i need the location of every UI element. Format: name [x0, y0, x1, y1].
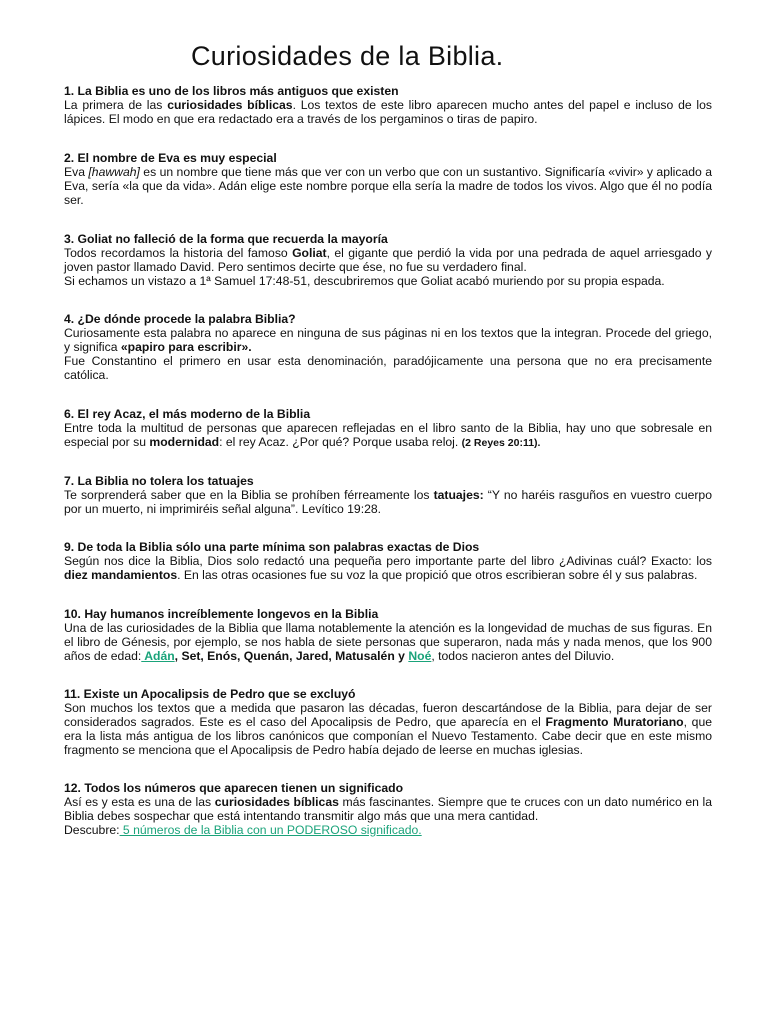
text-run: más fascinantes. Siempre que te cruces con un dato numérico en la Biblia debes sospechar que está intentando transmitir algo más que una mera cantidad. [64, 795, 712, 823]
section-paragraph [64, 98, 712, 126]
text-run: Te sorprenderá saber que en la Biblia se prohíben férreamente los [64, 488, 434, 502]
section-paragraph [64, 795, 712, 823]
adan-link[interactable]: Adán [141, 649, 175, 663]
section-heading: 2. El nombre de Eva es muy especial [64, 151, 277, 165]
bold-text: Goliat [292, 246, 327, 260]
bold-text: Fragmento Muratoriano [545, 715, 684, 729]
text-run: . Los textos de este libro aparecen mucho antes del papel e incluso de los lápices. El modo en que era redactado era a través de los pergaminos o tiras de papiro. [64, 98, 713, 126]
text-run: , el gigante que perdió la vida por una pedrada de aquel arriesgado y joven pastor llamado David. Pero sentimos decirte que ése, no fue su verdadero final. [64, 246, 712, 274]
section-4 [64, 312, 712, 382]
section-paragraph [64, 701, 712, 757]
section-2 [64, 151, 712, 207]
section-heading: 4. ¿De dónde procede la palabra Biblia? [64, 312, 296, 326]
section-10 [64, 607, 712, 663]
section-paragraph [64, 554, 712, 582]
section-3 [64, 232, 712, 288]
bold-text: curiosidades bíblicas [167, 98, 293, 112]
section-1 [64, 84, 712, 126]
text-run: . En las otras ocasiones fue su voz la que propició que otros escribieran sobre él y sus palabras. [177, 568, 698, 582]
section-paragraph [64, 246, 712, 274]
document-body [64, 84, 712, 837]
bold-text: modernidad [149, 435, 220, 449]
section-heading: 11. Existe un Apocalipsis de Pedro que se excluyó [64, 687, 356, 701]
text-run: , que era la lista más antigua de los libros canónicos que componían el Nuevo Testamento. Cabe decir que en este mismo fragmento se menciona que el Apocalipsis de Pedro había dejado de leerse en muchas iglesias. [64, 715, 713, 757]
bold-text: curiosidades bíblicas [214, 795, 339, 809]
text-run: , todos nacieron antes del Diluvio. [431, 649, 615, 663]
text-run: es un nombre que tiene más que ver con un verbo que con un sustantivo. Significaría «vivir» y aplicado a Eva, sería «la que da vida». Adán elige este nombre porque ella sería la madre de todos los vivos. Algo que él no podía ser. [64, 165, 712, 207]
italic-text: [hawwah] [88, 165, 140, 179]
section-6 [64, 407, 712, 450]
text-run: Todos recordamos la historia del famoso [64, 246, 293, 260]
page-title: Curiosidades de la Biblia. [191, 41, 504, 71]
section-paragraph [64, 823, 712, 837]
text-run: “Y no haréis rasguños en vuestro cuerpo por un muerto, ni imprimiréis señal alguna”. Levítico 19:28. [64, 488, 712, 516]
section-heading: 3. Goliat no falleció de la forma que recuerda la mayoría [64, 232, 388, 246]
text-run: Curiosamente esta palabra no aparece en ninguna de sus páginas ni en los textos que la integran. Procede del griego, y significa [64, 326, 712, 354]
section-paragraph [64, 621, 712, 663]
numeros-significado-link[interactable]: 5 números de la Biblia con un PODEROSO significado. [119, 823, 422, 837]
bible-reference: (2 Reyes 20:11). [461, 437, 541, 449]
section-11 [64, 687, 712, 757]
section-paragraph [64, 326, 712, 354]
text-run: Así es y esta es una de las [64, 795, 215, 809]
section-9 [64, 540, 712, 582]
section-heading: 7. La Biblia no tolera los tatuajes [64, 474, 254, 488]
text-run: Son muchos los textos que a medida que pasaron las décadas, fueron descartándose de la Biblia, para dejar de ser considerados sagrados. Este es el caso del Apocalipsis de Pedro, que aparecía en el [64, 701, 712, 729]
text-run: Descubre: [64, 823, 120, 837]
noe-link[interactable]: Noé [408, 649, 432, 663]
text-run: Una de las curiosidades de la Biblia que llama notablemente la atención es la longevidad de muchas de sus figuras. En el libro de Génesis, por ejemplo, se nos habla de siete personas que superaron, nada más y nada menos, que los 900 años de edad: [64, 621, 712, 663]
text-run: Eva [64, 165, 89, 179]
section-heading: 1. La Biblia es uno de los libros más antiguos que existen [64, 84, 399, 98]
text-run: Entre toda la multitud de personas que aparecen reflejadas en el libro santo de la Biblia, hay uno que sobresale en especial por su [64, 421, 712, 449]
section-paragraph: Fue Constantino el primero en usar esta denominación, paradójicamente una persona que no era precisamente católica. [64, 354, 712, 382]
section-12 [64, 781, 712, 837]
section-heading: 10. Hay humanos increíblemente longevos en la Biblia [64, 607, 379, 621]
section-paragraph: Si echamos un vistazo a 1ª Samuel 17:48-51, descubriremos que Goliat acabó muriendo por su propia espada. [64, 274, 665, 288]
bold-text: «papiro para escribir». [120, 340, 252, 354]
section-paragraph [64, 421, 712, 450]
bold-text: , Set, Enós, Quenán, Jared, Matusalén y [174, 649, 409, 663]
section-paragraph [64, 488, 712, 516]
section-paragraph [64, 165, 712, 207]
text-run: Según nos dice la Biblia, Dios solo redactó una pequeña pero importante parte del libro ¿Adivinas cuál? Exacto: los [64, 554, 712, 568]
text-run: La primera de las [64, 98, 168, 112]
section-7 [64, 474, 712, 516]
bold-text: diez mandamientos [64, 568, 178, 582]
bold-text: tatuajes: [433, 488, 484, 502]
section-heading: 6. El rey Acaz, el más moderno de la Biblia [64, 407, 311, 421]
text-run: : el rey Acaz. ¿Por qué? Porque usaba reloj. [219, 435, 462, 449]
section-heading: 9. De toda la Biblia sólo una parte mínima son palabras exactas de Dios [64, 540, 480, 554]
section-heading: 12. Todos los números que aparecen tienen un significado [64, 781, 404, 795]
